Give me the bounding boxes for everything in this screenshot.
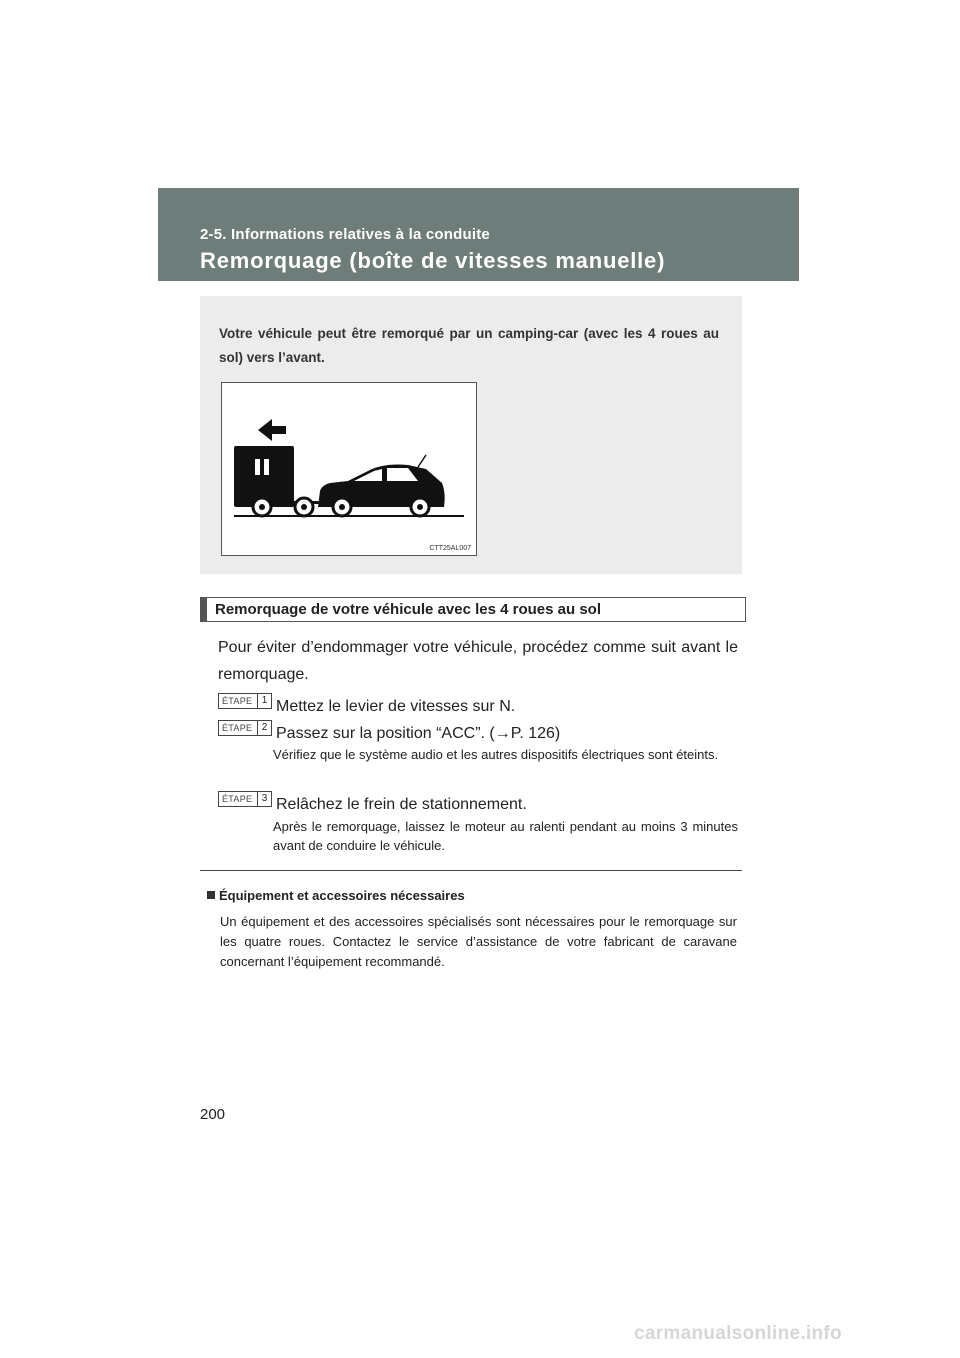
- watermark: carmanualsonline.info: [634, 1323, 842, 1344]
- section-paragraph: Pour éviter d’endommager votre véhicule, procédez comme suit avant le remorquage.: [218, 639, 738, 683]
- direction-arrow-icon: [258, 419, 286, 441]
- page-title: Remorquage (boîte de vitesses manuelle): [200, 248, 666, 273]
- camping-car-window-right: [264, 459, 269, 475]
- step-1: [218, 693, 515, 716]
- car-wheel-rear: [333, 498, 351, 516]
- info-text: Un équipement et des accessoires spécialisés sont nécessaires pour le remorquage sur les quatre roues. Contactez le service d’assistance de votre fabricant de caravane concernant l’équipement recommandé.: [220, 914, 737, 969]
- step-text: Passez sur la position “ACC”. (→P. 126): [276, 725, 561, 742]
- step-badge: ÉTAPE 2: [218, 720, 272, 736]
- info-heading: Équipement et accessoires nécessaires: [207, 888, 465, 903]
- camping-car-wheel-2: [295, 498, 313, 516]
- car-antenna: [418, 455, 426, 467]
- step-2-note: Vérifiez que le système audio et les autres dispositifs électriques sont éteints.: [273, 747, 719, 762]
- step-badge: ÉTAPE 3: [218, 791, 272, 807]
- step-3: [218, 791, 527, 814]
- square-bullet-icon: [207, 891, 215, 899]
- intro-box: [200, 296, 742, 574]
- step-text: Relâchez le frein de stationnement.: [276, 796, 527, 813]
- car-wheel-front: [411, 498, 429, 516]
- step-text: Mettez le levier de vitesses sur N.: [276, 698, 516, 715]
- section-heading: Remorquage de votre véhicule avec les 4 roues au sol: [200, 597, 746, 622]
- divider: [200, 870, 742, 871]
- page-number: 200: [200, 1106, 226, 1123]
- step-3-note: Après le remorquage, laissez le moteur au ralenti pendant au moins 3 minutes avant de conduire le véhicule.: [273, 819, 738, 853]
- towing-diagram: [222, 383, 476, 555]
- towing-illustration: [221, 382, 477, 556]
- figure-code: CTT25AL007: [429, 545, 471, 552]
- car-window-front: [354, 469, 382, 481]
- step-badge: ÉTAPE 1: [218, 693, 272, 709]
- step-2: [218, 720, 560, 743]
- camping-car-window-left: [255, 459, 260, 475]
- camping-car-wheel-1: [253, 498, 271, 516]
- chapter-header: [158, 188, 799, 281]
- section-label: 2-5. Informations relatives à la conduite: [200, 226, 490, 243]
- intro-text: Votre véhicule peut être remorqué par un camping-car (avec les 4 roues au sol) vers l’avant.: [219, 326, 719, 365]
